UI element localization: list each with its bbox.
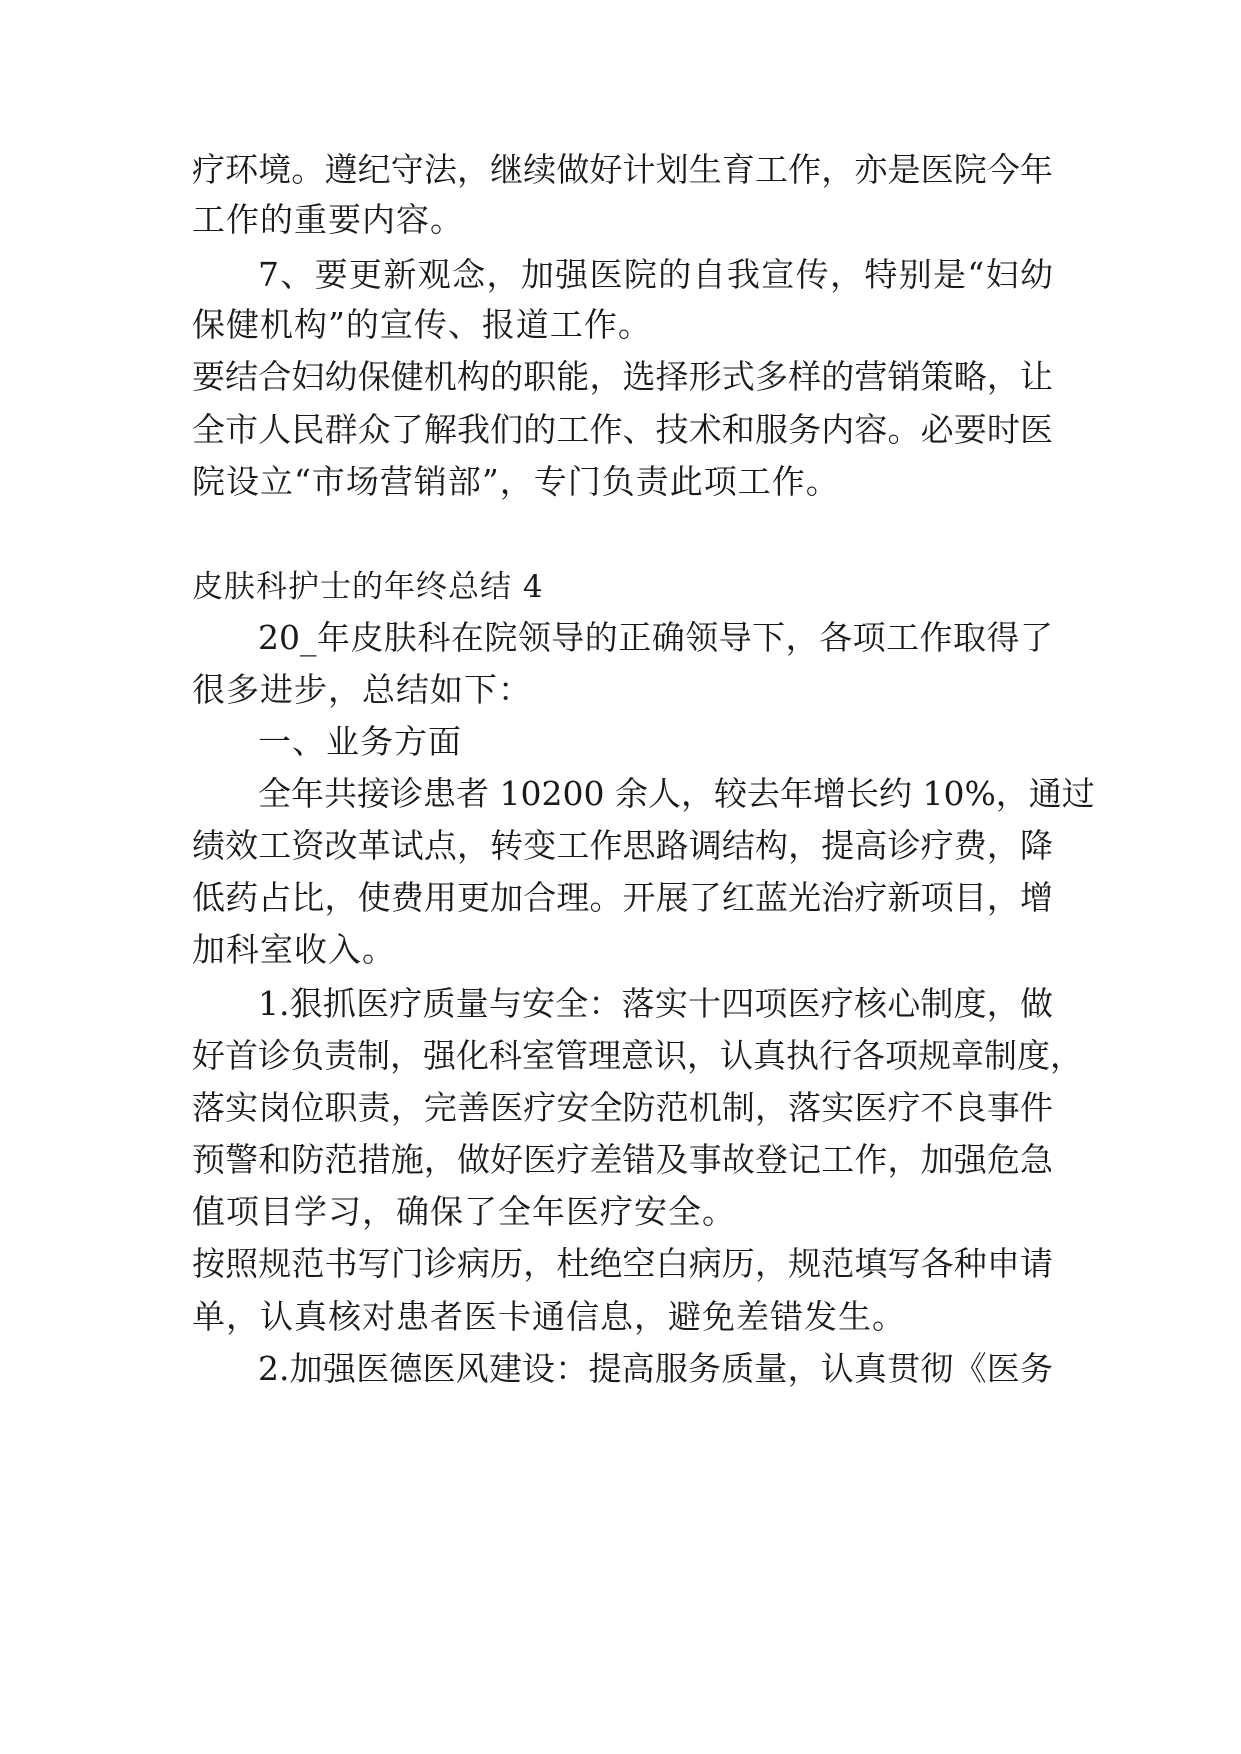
- subheading: 一、业务方面: [258, 722, 462, 761]
- text-line: 加科室收入。: [192, 930, 396, 969]
- text-line: 落实岗位职责，完善医疗安全防范机制，落实医疗不良事件: [192, 1088, 1053, 1127]
- text-line: 疗环境。遵纪守法，继续做好计划生育工作，亦是医院今年: [192, 150, 1053, 189]
- text-line: 全市人民群众了解我们的工作、技术和服务内容。必要时医: [192, 410, 1053, 449]
- text-line: 值项目学习，确保了全年医疗安全。: [192, 1192, 736, 1231]
- text-line: 要结合妇幼保健机构的职能，选择形式多样的营销策略，让: [192, 357, 1053, 396]
- text-line: 院设立“市场营销部”，专门负责此项工作。: [192, 462, 840, 501]
- text-line: 绩效工资改革试点，转变工作思路调结构，提高诊疗费，降: [192, 826, 1053, 865]
- section-heading: 皮肤科护士的年终总结 4: [192, 569, 544, 605]
- text-line: 工作的重要内容。: [192, 200, 464, 239]
- text-line: 低药占比，使费用更加合理。开展了红蓝光治疗新项目，增: [192, 878, 1053, 917]
- text-line: 2.加强医德医风建设：提高服务质量，认真贯彻《医务: [258, 1349, 1053, 1388]
- text-line: 好首诊负责制，强化科室管理意识，认真执行各项规章制度，: [192, 1036, 1083, 1075]
- text-line: 保健机构”的宣传、报道工作。: [192, 305, 652, 344]
- text-line: 全年共接诊患者 10200 余人，较去年增长约 10%，通过: [258, 774, 1095, 813]
- text-line: 1.狠抓医疗质量与安全：落实十四项医疗核心制度，做: [258, 984, 1053, 1023]
- text-line: 7、要更新观念，加强医院的自我宣传，特别是“妇幼: [258, 255, 1053, 294]
- text-line: 20_年皮肤科在院领导的正确领导下，各项工作取得了: [258, 618, 1053, 657]
- text-line: 单，认真核对患者医卡通信息，避免差错发生。: [192, 1297, 906, 1336]
- text-line: 预警和防范措施，做好医疗差错及事故登记工作，加强危急: [192, 1140, 1053, 1179]
- text-line: 按照规范书写门诊病历，杜绝空白病历，规范填写各种申请: [192, 1244, 1053, 1283]
- text-line: 很多进步，总结如下：: [192, 670, 532, 709]
